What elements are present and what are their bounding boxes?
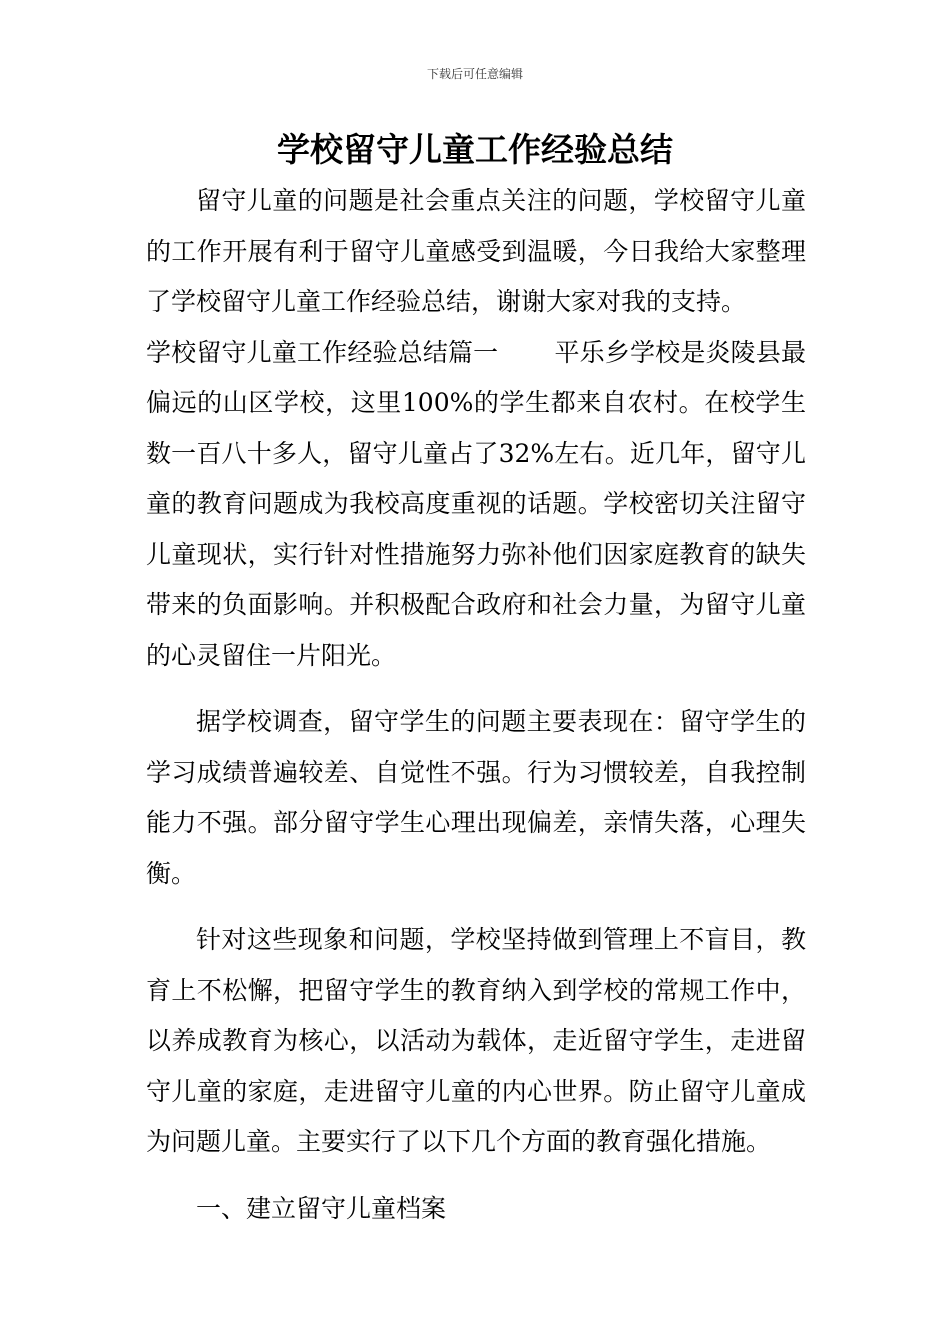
subheading-archive: 一、建立留守儿童档案 [196,1193,447,1223]
intro-paragraph: 留守儿童的问题是社会重点关注的问题，学校留守儿童的工作开展有利于留守儿童感受到温暖，今日我给大家整理了学校留守儿童工作经验总结，谢谢大家对我的支持。 [146,186,806,316]
survey-paragraph: 据学校调查，留守学生的问题主要表现在：留守学生的学习成绩普遍较差、自觉性不强。行为习惯较差，自我控制能力不强。部分留守学生心理出现偏差，亲情失落，心理失衡。 [146,707,806,888]
measures-paragraph: 针对这些现象和问题，学校坚持做到管理上不盲目，教育上不松懈，把留守学生的教育纳入到学校的常规工作中，以养成教育为核心，以活动为载体，走近留守学生，走进留守儿童的家庭，走进留守儿童的内心世界。防止留守儿童成为问题儿童。主要实行了以下几个方面的教育强化措施。 [146,925,806,1156]
document-body [146,176,806,1234]
paragraph-gap [146,1168,806,1184]
header-note: 下载后可任意编辑 [426,67,523,81]
section-body: 平乐乡学校是炎陵县最偏远的山区学校，这里100%的学生都来自农村。在校学生数一百八十多人，留守儿童占了32%左右。近几年，留守儿童的教育问题成为我校高度重视的话题。学校密切关注留守儿童现状，实行针对性措施努力弥补他们因家庭教育的缺失带来的负面影响。并积极配合政府和社会力量，为留守儿童的心灵留住一片阳光。 [146,337,806,670]
section-heading: 学校留守儿童工作经验总结篇一 [146,337,499,367]
paragraph-gap [146,899,806,915]
paragraph-gap [146,681,806,697]
document-title: 学校留守儿童工作经验总结 [277,130,673,169]
section-paragraph [146,328,806,682]
